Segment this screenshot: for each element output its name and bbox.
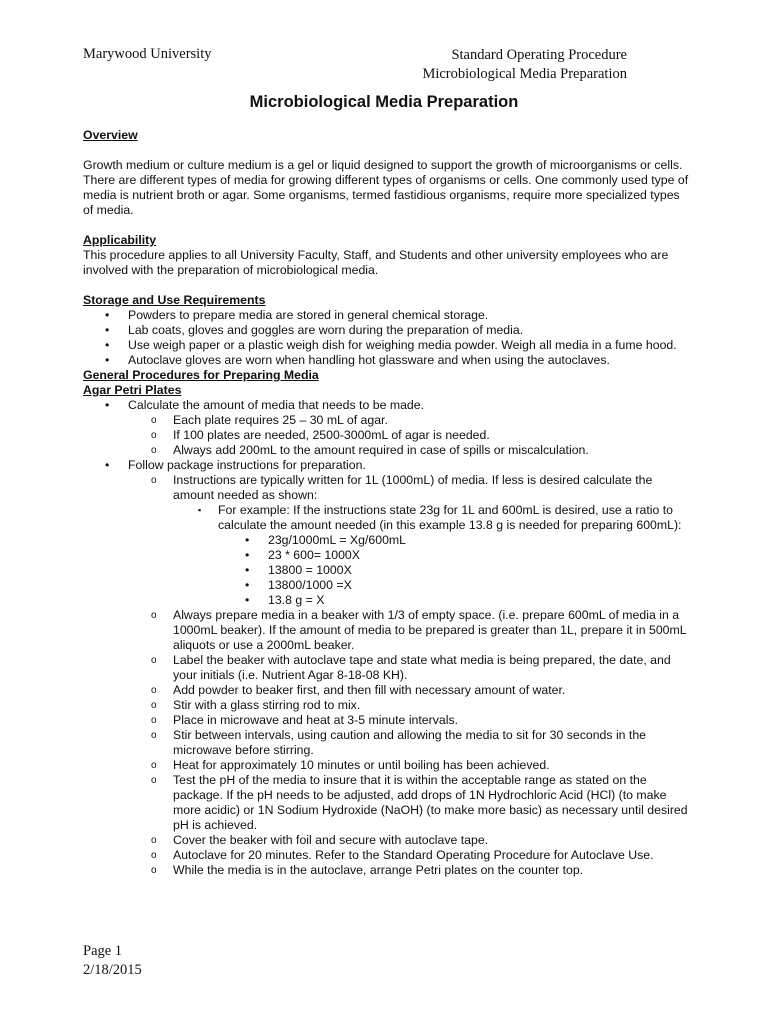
equation-item: • 23g/1000mL = Xg/600mL [128, 533, 693, 548]
applicability-text: This procedure applies to all University Faculty, Staff, and Students and other university employees who are involved with the preparation of microbiological media. [83, 248, 669, 277]
header-doc-title: Microbiological Media Preparation [422, 66, 627, 82]
header-doc-type: Standard Operating Procedure [451, 47, 627, 63]
list-item [128, 473, 693, 608]
header-doc-info [422, 46, 627, 84]
list-item: o Stir between intervals, using caution and allowing the media to sit for 30 seconds in the microwave before stirring. [128, 728, 693, 758]
page-footer [83, 942, 142, 980]
page-title: Microbiological Media Preparation [249, 93, 519, 111]
list-item: o Autoclave for 20 minutes. Refer to the Standard Operating Procedure for Autoclave Use. [128, 848, 693, 863]
instructions-text: Instructions are typically written for 1L (1000mL) of media. If less is desired calculate the amount needed as shown: [173, 473, 653, 502]
list-item: o Place in microwave and heat at 3-5 minute intervals. [128, 713, 693, 728]
equation-item: • 23 * 600= 1000X [128, 548, 693, 563]
list-item: o Always add 200mL to the amount required in case of spills or miscalculation. [128, 443, 693, 458]
list-item: • Use weigh paper or a plastic weigh dish for weighing media powder. Weigh all media in a fume hood. [83, 338, 693, 353]
footer-date: 2/18/2015 [83, 962, 142, 978]
list-item: o While the media is in the autoclave, arrange Petri plates on the counter top. [128, 863, 693, 878]
list-item [83, 398, 693, 458]
list-item: o Each plate requires 25 – 30 mL of agar. [128, 413, 693, 428]
list-item: o Add powder to beaker first, and then fill with necessary amount of water. [128, 683, 693, 698]
list-item: o Cover the beaker with foil and secure with autoclave tape. [128, 833, 693, 848]
equation-item: • 13800 = 1000X [128, 563, 693, 578]
follow-item-text: Follow package instructions for preparation. [128, 458, 366, 472]
agar-plates-heading: Agar Petri Plates [83, 383, 182, 397]
list-item: • Autoclave gloves are worn when handling hot glassware and when using the autoclaves. [83, 353, 693, 368]
procedure-list [83, 398, 693, 878]
storage-list [83, 308, 693, 368]
header-institution: Marywood University [83, 46, 212, 62]
applicability-heading: Applicability [83, 233, 157, 247]
calc-item-text: Calculate the amount of media that needs to be made. [128, 398, 424, 412]
list-item: • Powders to prepare media are stored in general chemical storage. [83, 308, 693, 323]
list-item: o Stir with a glass stirring rod to mix. [128, 698, 693, 713]
follow-sublist [173, 473, 693, 878]
list-item: o Always prepare media in a beaker with 1/3 of empty space. (i.e. prepare 600mL of media in a 1000mL beaker). If the amount of media to be prepared is greater than 1L, prepare it in 500mL aliquots or use a 2000mL beaker. [128, 608, 693, 653]
list-item: o Label the beaker with autoclave tape and state what media is being prepared, the date, and your initials (i.e. Nutrient Agar 8-18-08 KH). [128, 653, 693, 683]
list-item: • Lab coats, gloves and goggles are worn during the preparation of media. [83, 323, 693, 338]
overview-text: Growth medium or culture medium is a gel or liquid designed to support the growth of microorganisms or cells. There are different types of media for growing different types of organisms or cells. One commonly used type of media is nutrient broth or agar. Some organisms, termed fastidious organisms, require more specialized types of media. [83, 158, 689, 217]
example-list [173, 503, 693, 608]
storage-heading: Storage and Use Requirements [83, 293, 266, 307]
equation-list [218, 533, 693, 608]
list-item [128, 503, 693, 608]
example-text: For example: If the instructions state 23g for 1L and 600mL is desired, use a ratio to calculate the amount needed (in this example 13.8 g is needed for preparing 600mL): [218, 503, 682, 532]
document-body [83, 128, 693, 878]
calc-sublist [173, 413, 693, 458]
list-item: o If 100 plates are needed, 2500-3000mL of agar is needed. [128, 428, 693, 443]
equation-item: • 13800/1000 =X [128, 578, 693, 593]
list-item: o Test the pH of the media to insure that it is within the acceptable range as stated on the package. If the pH needs to be adjusted, add drops of 1N Hydrochloric Acid (HCl) (to make more acidic) or 1N Sodium Hydroxide (NaOH) (to make more basic) as necessary until desired pH is achieved. [128, 773, 693, 833]
list-item: o Heat for approximately 10 minutes or until boiling has been achieved. [128, 758, 693, 773]
page-number: Page 1 [83, 943, 123, 959]
list-item [83, 458, 693, 878]
equation-item: • 13.8 g = X [128, 593, 693, 608]
general-procedures-heading: General Procedures for Preparing Media [83, 368, 319, 382]
overview-heading: Overview [83, 128, 138, 142]
